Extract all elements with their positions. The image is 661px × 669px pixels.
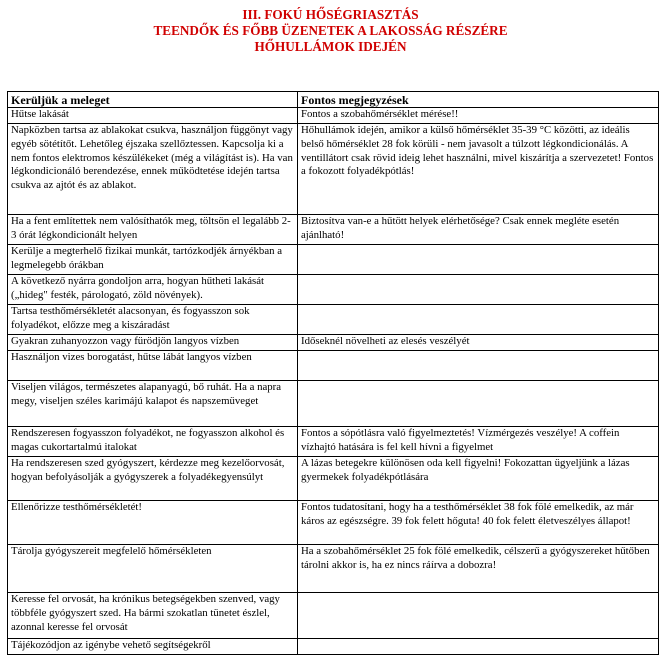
cell-right	[298, 351, 659, 381]
cell-left: Napközben tartsa az ablakokat csukva, használjon függönyt vagy egyéb sötétítőt. Lehetőleg éjszaka szellőztessen. Kapcsolja ki a nem fontos elektromos készülékeket (még a világítást is). Ha van légkondicionáló berendezése, ennek működtetése idején tartsa csukva az ajtót és az ablakot.	[8, 124, 298, 215]
cell-left: Rendszeresen fogyasszon folyadékot, ne fogyasszon alkohol és magas cukortartalmú italokat	[8, 427, 298, 457]
cell-left: Keresse fel orvosát, ha krónikus betegségekben szenved, vagy többféle gyógyszert szed. Ha bármi szokatlan tünetet észlel, azonnal keresse fel orvosát	[8, 593, 298, 639]
table-row	[8, 108, 659, 124]
cell-left: A következő nyárra gondoljon arra, hogyan hűtheti lakását („hideg" festék, párologató, zöld növények).	[8, 275, 298, 305]
cell-left: Ha rendszeresen szed gyógyszert, kérdezze meg kezelőorvosát, hogyan befolyásolják a gyógyszerek a folyadékegyensúlyt	[8, 457, 298, 501]
cell-right: Fontos tudatosítani, hogy ha a testhőmérséklet 38 fok fölé emelkedik, az már káros az egészségre. 39 fok felett hőguta! 40 fok felett életveszélyes állapot!	[298, 501, 659, 545]
title-line-3: HŐHULLÁMOK IDEJÉN	[254, 39, 407, 54]
cell-left: Gyakran zuhanyozzon vagy fürödjön langyos vízben	[8, 335, 298, 351]
table-row	[8, 275, 659, 305]
cell-right	[298, 245, 659, 275]
table-row	[8, 305, 659, 335]
table-row	[8, 381, 659, 427]
title-line-1: III. FOKÚ HŐSÉGRIASZTÁS	[242, 7, 419, 22]
cell-right	[298, 305, 659, 335]
header-left: Kerüljük a meleget	[8, 92, 298, 108]
cell-right	[298, 639, 659, 655]
cell-left: Tájékozódjon az igénybe vehető segítségekről	[8, 639, 298, 655]
cell-right: Fontos a szobahőmérséklet mérése!!	[298, 108, 659, 124]
cell-right: Ha a szobahőmérséklet 25 fok fölé emelkedik, célszerű a gyógyszereket hűtőben tárolni akkor is, ha ez nincs ráírva a dobozra!	[298, 545, 659, 593]
table-row	[8, 593, 659, 639]
table-row	[8, 501, 659, 545]
cell-right	[298, 593, 659, 639]
cell-right: Biztosítva van-e a hűtött helyek elérhetősége? Csak ennek megléte esetén ajánlható!	[298, 215, 659, 245]
cell-right: Hőhullámok idején, amikor a külső hőmérséklet 35-39 °C közötti, az ideális belső hőmérséklet 28 fok körüli - nem javasolt a túlzott légkondicionálás. A ventillátort csak rövid ideig lehet használni, mivel kiszárítja a szervezetet! Fontos a fokozott folyadékpótlás!	[298, 124, 659, 215]
cell-left: Kerülje a megterhelő fizikai munkát, tartózkodjék árnyékban a legmelegebb órákban	[8, 245, 298, 275]
table-row	[8, 124, 659, 215]
table-row	[8, 335, 659, 351]
table-row	[8, 215, 659, 245]
cell-left: Tartsa testhőmérsékletét alacsonyan, és fogyasszon sok folyadékot, előzze meg a kiszáradást	[8, 305, 298, 335]
table-row	[8, 545, 659, 593]
cell-left: Tárolja gyógyszereit megfelelő hőmérsékleten	[8, 545, 298, 593]
cell-left: Ellenőrizze testhőmérsékletét!	[8, 501, 298, 545]
table-row	[8, 427, 659, 457]
cell-right: Időseknél növelheti az elesés veszélyét	[298, 335, 659, 351]
table-row	[8, 351, 659, 381]
table-header-row	[8, 92, 659, 108]
table-row	[8, 639, 659, 655]
document-title	[0, 7, 661, 55]
cell-right: Fontos a sópótlásra való figyelmeztetés! Vízmérgezés veszélye! A coffein vízhajtó hatására is fel kell hívni a figyelmet	[298, 427, 659, 457]
cell-left: Hűtse lakását	[8, 108, 298, 124]
cell-left: Ha a fent említettek nem valósíthatók meg, töltsön el legalább 2-3 órát légkondicionált helyen	[8, 215, 298, 245]
cell-left: Viseljen világos, természetes alapanyagú, bő ruhát. Ha a napra megy, viseljen széles karimájú kalapot és napszemüveget	[8, 381, 298, 427]
cell-right	[298, 275, 659, 305]
header-right: Fontos megjegyzések	[298, 92, 659, 108]
table-row	[8, 457, 659, 501]
table-row	[8, 245, 659, 275]
cell-left: Használjon vizes borogatást, hűtse lábát langyos vízben	[8, 351, 298, 381]
recommendations-table	[7, 91, 659, 655]
cell-right	[298, 381, 659, 427]
title-line-2: TEENDŐK ÉS FŐBB ÜZENETEK A LAKOSSÁG RÉSZÉRE	[153, 23, 508, 38]
cell-right: A lázas betegekre különösen oda kell figyelni! Fokozattan ügyeljünk a lázas gyermekek folyadékpótlására	[298, 457, 659, 501]
